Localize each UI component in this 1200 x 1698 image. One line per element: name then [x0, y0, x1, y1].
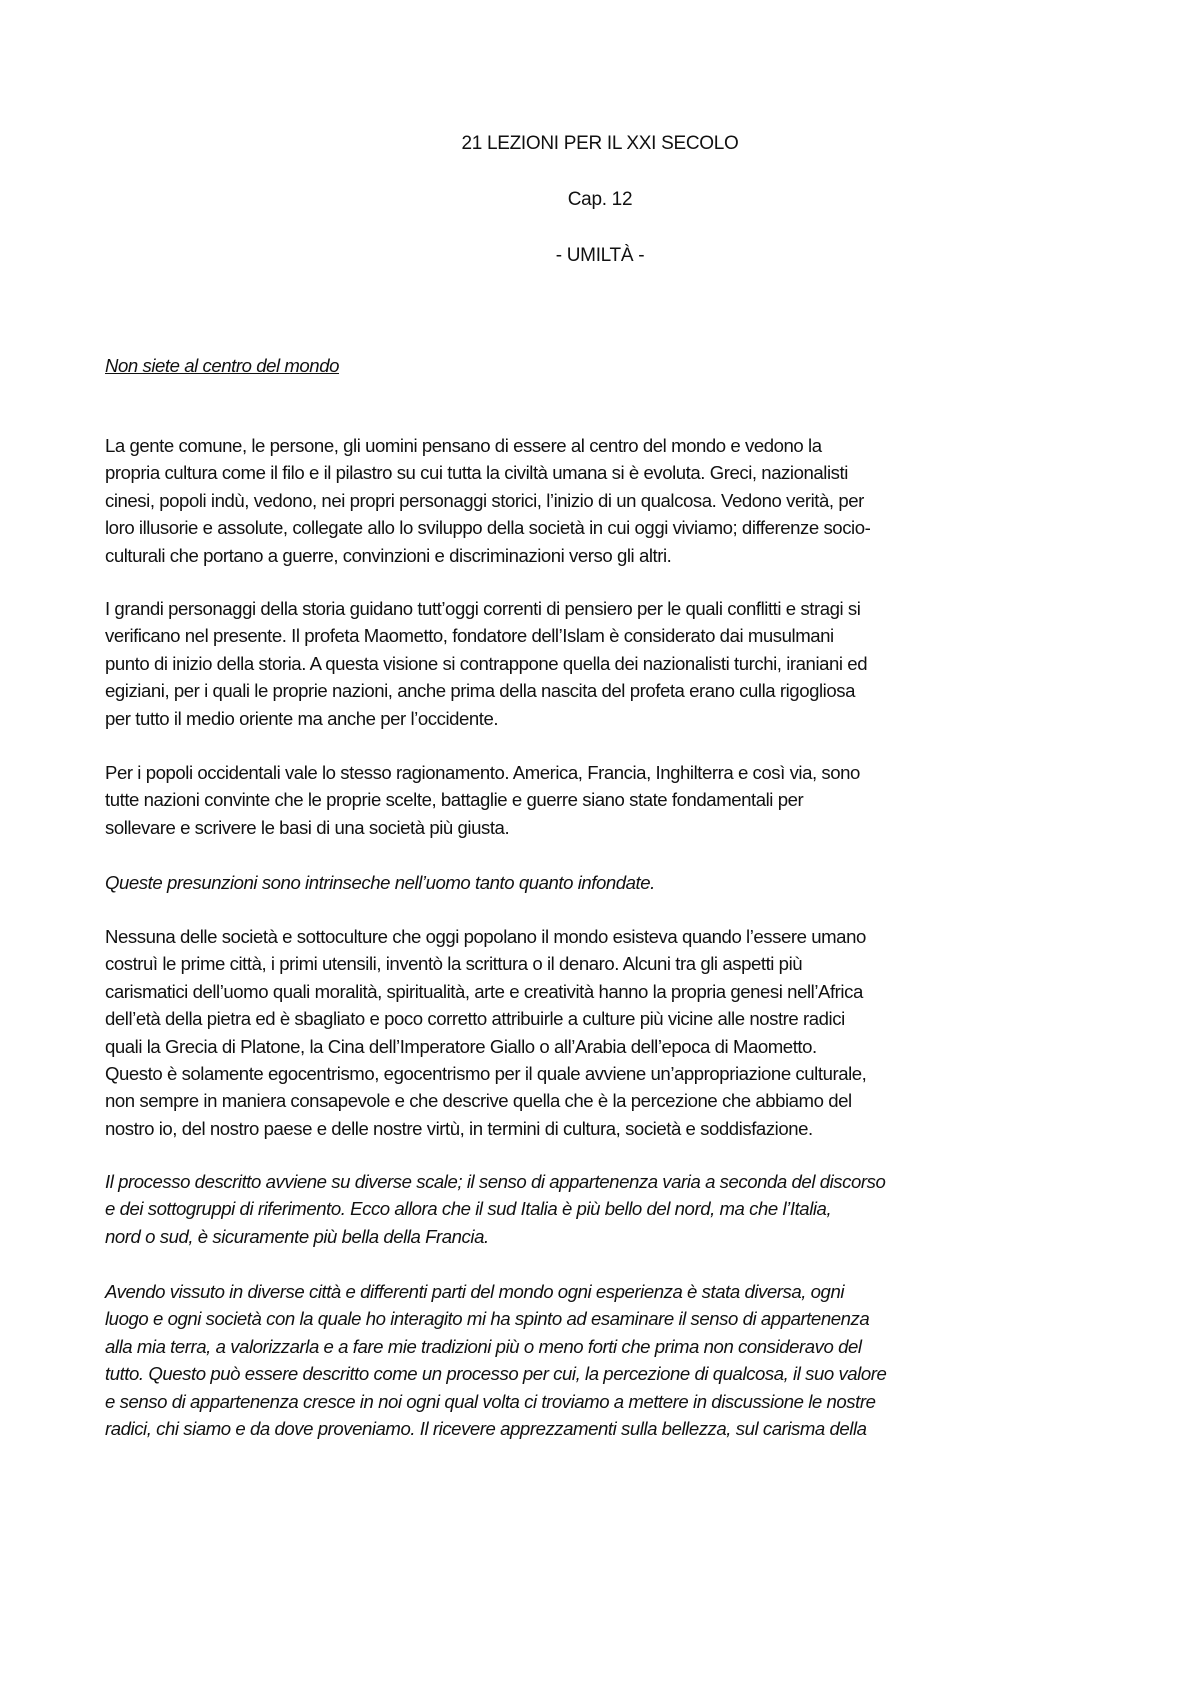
- text-line: culturali che portano a guerre, convinzioni e discriminazioni verso gli altri.: [105, 544, 672, 566]
- paragraph: [105, 595, 867, 732]
- text-line: La gente comune, le persone, gli uomini pensano di essere al centro del mondo e vedono la: [105, 435, 822, 456]
- text-line: punto di inizio della storia. A questa visione si contrappone quella dei nazionalisti turchi, iraniani ed: [105, 652, 868, 674]
- text-line: nord o sud, è sicuramente più bella della Francia.: [105, 1225, 489, 1247]
- text-line: Avendo vissuto in diverse città e differenti parti del mondo ogni esperienza è stata diversa, ogni: [105, 1281, 845, 1302]
- text-line: Queste presunzioni sono intrinseche nell’uomo tanto quanto infondate.: [105, 872, 655, 893]
- text-line: non sempre in maniera consapevole e che descrive quella che è la percezione che abbiamo del: [105, 1090, 852, 1112]
- text-line: cinesi, popoli indù, vedono, nei propri personaggi storici, l’inizio di un qualcosa. Vedono verità, per: [105, 489, 864, 511]
- text-line: dell’età della pietra ed è sbagliato e poco corretto attribuirle a culture più vicine alle nostre radici: [105, 1008, 845, 1030]
- paragraph: [105, 869, 655, 896]
- paragraph: [105, 759, 860, 841]
- text-line: I grandi personaggi della storia guidano tutt’oggi correnti di pensiero per le quali conflitti e stragi si: [105, 598, 861, 619]
- paragraph: [105, 432, 870, 569]
- text-line: Questo è solamente egocentrismo, egocentrismo per il quale avviene un’appropriazione culturale,: [105, 1063, 867, 1085]
- text-line: loro illusorie e assolute, collegate allo lo sviluppo della società in cui oggi viviamo; differenze socio-: [105, 517, 871, 539]
- text-line: alla mia terra, a valorizzarla e a fare mie tradizioni più o meno forti che prima non consideravo del: [105, 1335, 862, 1357]
- text-line: radici, chi siamo e da dove proveniamo. Il ricevere apprezzamenti sulla bellezza, sul carisma della: [105, 1418, 867, 1440]
- text-line: tutto. Questo può essere descritto come un processo per cui, la percezione di qualcosa, il suo valore: [105, 1363, 887, 1385]
- text-line: Per i popoli occidentali vale lo stesso ragionamento. America, Francia, Inghilterra e così via, sono: [105, 762, 860, 783]
- paragraph: [105, 1168, 885, 1250]
- text-line: per tutto il medio oriente ma anche per l’occidente.: [105, 707, 499, 729]
- document-title: 21 LEZIONI PER IL XXI SECOLO: [461, 133, 739, 154]
- paragraph: [105, 923, 866, 1142]
- text-line: carismatici dell’uomo quali moralità, spiritualità, arte e creatività hanno la propria genesi nell’Africa: [105, 980, 863, 1002]
- text-line: propria cultura come il filo e il pilastro su cui tutta la civiltà umana si è evoluta. Greci, nazionalisti: [105, 462, 848, 484]
- text-line: costruì le prime città, i primi utensili, inventò la scrittura o il denaro. Alcuni tra gli aspetti più: [105, 953, 803, 975]
- chapter-number: Cap. 12: [567, 189, 633, 210]
- chapter-title: - UMILTÀ -: [555, 245, 645, 266]
- text-line: Il processo descritto avviene su diverse scale; il senso di appartenenza varia a seconda del discorso: [105, 1171, 886, 1192]
- text-line: quali la Grecia di Platone, la Cina dell’Imperatore Giallo o all’Arabia dell’epoca di Maometto.: [105, 1035, 817, 1057]
- text-line: e dei sottogruppi di riferimento. Ecco allora che il sud Italia è più bello del nord, ma che l’Italia,: [105, 1198, 832, 1220]
- paragraph: [105, 1278, 886, 1442]
- section-heading: Non siete al centro del mondo: [105, 355, 339, 376]
- text-line: egiziani, per i quali le proprie nazioni, anche prima della nascita del profeta erano culla rigogliosa: [105, 680, 855, 702]
- text-line: sollevare e scrivere le basi di una società più giusta.: [105, 816, 510, 838]
- text-line: luogo e ogni società con la quale ho interagito mi ha spinto ad esaminare il senso di appartenenza: [105, 1308, 870, 1330]
- text-line: e senso di appartenenza cresce in noi ogni qual volta ci troviamo a mettere in discussione le nostre: [105, 1390, 876, 1412]
- text-line: tutte nazioni convinte che le proprie scelte, battaglie e guerre siano state fondamentali per: [105, 789, 804, 811]
- text-line: verificano nel presente. Il profeta Maometto, fondatore dell’Islam è considerato dai musulmani: [105, 625, 834, 647]
- text-line: Nessuna delle società e sottoculture che oggi popolano il mondo esisteva quando l’essere umano: [105, 926, 866, 947]
- text-line: nostro io, del nostro paese e delle nostre virtù, in termini di cultura, società e soddisfazione.: [105, 1117, 813, 1139]
